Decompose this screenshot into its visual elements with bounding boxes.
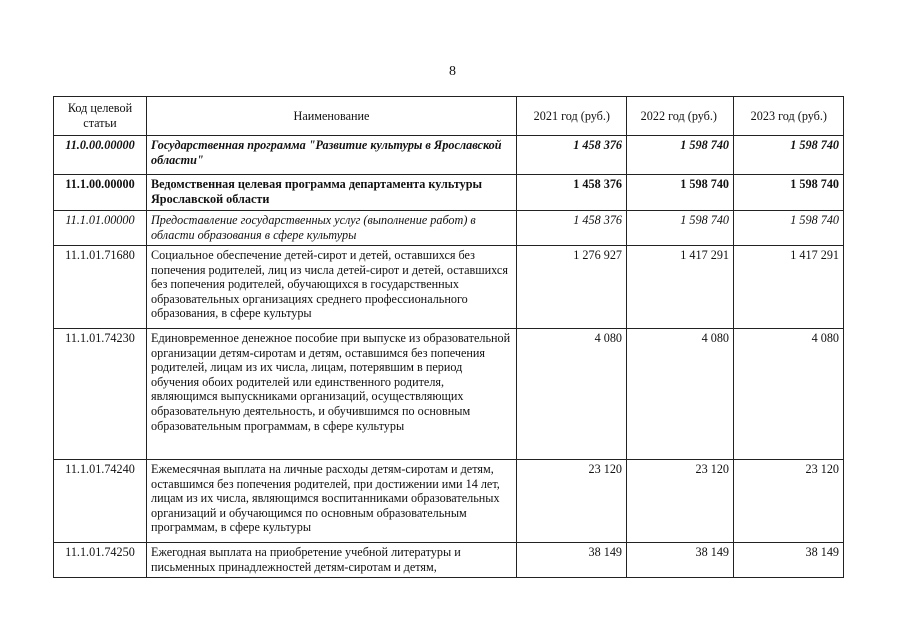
row-2021: 1 458 376 [517,136,627,175]
row-2022: 1 417 291 [627,246,734,329]
row-2021: 1 276 927 [517,246,627,329]
row-2023: 4 080 [734,329,844,460]
budget-table [53,96,844,578]
row-2022: 1 598 740 [627,136,734,175]
row-2023: 1 598 740 [734,136,844,175]
row-2022: 4 080 [627,329,734,460]
row-2021: 38 149 [517,543,627,578]
page-number: 8 [449,64,456,79]
row-code: 11.1.00.00000 [54,175,147,211]
table-row [54,246,844,329]
row-2021: 4 080 [517,329,627,460]
row-2023: 1 417 291 [734,246,844,329]
table-row-services [54,211,844,246]
row-code: 11.1.01.74250 [54,543,147,578]
row-2023: 38 149 [734,543,844,578]
header-name: Наименование [147,97,517,136]
row-name: Ведомственная целевая программа департамента культуры Ярославской области [147,175,517,211]
row-code: 11.0.00.00000 [54,136,147,175]
header-2022: 2022 год (руб.) [627,97,734,136]
header-code: Код целевой статьи [54,97,147,136]
row-2022: 1 598 740 [627,175,734,211]
row-name: Ежегодная выплата на приобретение учебной литературы и письменных принадлежностей детям-сиротам и детям, [147,543,517,578]
table-row [54,543,844,578]
row-name: Социальное обеспечение детей-сирот и детей, оставшихся без попечения родителей, лиц из числа детей-сирот и детей, оставшихся без попечения родителей, обучающихся в государственных образовательных организациях среднего профессионального образования, в сфере культуры [147,246,517,329]
table-row [54,460,844,543]
row-code: 11.1.01.71680 [54,246,147,329]
header-2021: 2021 год (руб.) [517,97,627,136]
row-2023: 1 598 740 [734,175,844,211]
row-2022: 38 149 [627,543,734,578]
row-2021: 1 458 376 [517,211,627,246]
header-2023: 2023 год (руб.) [734,97,844,136]
row-code: 11.1.01.74240 [54,460,147,543]
row-2022: 1 598 740 [627,211,734,246]
row-code: 11.1.01.74230 [54,329,147,460]
row-2022: 23 120 [627,460,734,543]
row-2023: 1 598 740 [734,211,844,246]
row-name: Предоставление государственных услуг (выполнение работ) в области образования в сфере культуры [147,211,517,246]
row-code: 11.1.01.00000 [54,211,147,246]
row-2023: 23 120 [734,460,844,543]
table-row-departmental-program [54,175,844,211]
row-name: Государственная программа "Развитие культуры в Ярославской области" [147,136,517,175]
row-2021: 1 458 376 [517,175,627,211]
row-2021: 23 120 [517,460,627,543]
row-name: Ежемесячная выплата на личные расходы детям-сиротам и детям, оставшимся без попечения родителей, при достижении ими 14 лет, лицам из их числа, являющимся воспитанниками образовательных организаций и обучающимся по основным образовательным программам, в сфере культуры [147,460,517,543]
table-row [54,329,844,460]
table-row-state-program [54,136,844,175]
table-header-row [54,97,844,136]
row-name: Единовременное денежное пособие при выпуске из образовательной организации детям-сиротам и детям, оставшимся без попечения родителей, лицам из их числа, лицам, потерявшим в период обучения обоих родителей или единственного родителя, являющимся выпускниками организаций, осуществляющих образовательную деятельность, и обучившимся по основным образовательным программам, в сфере культуры [147,329,517,460]
